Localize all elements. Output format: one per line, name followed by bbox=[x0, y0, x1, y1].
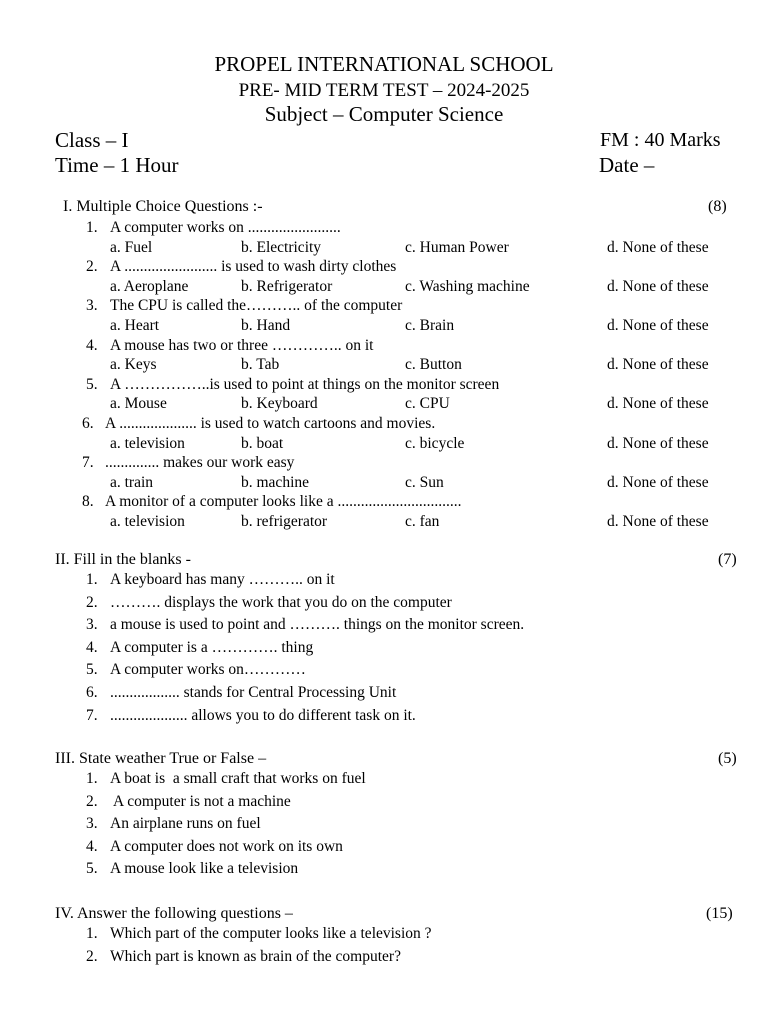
question-text: A .................... is used to watch cartoons and movies. bbox=[105, 415, 436, 432]
item-number: 1. bbox=[86, 770, 98, 787]
question-number: 6. bbox=[82, 415, 94, 432]
true-false-item: An airplane runs on fuel bbox=[110, 815, 261, 833]
option-d: d. None of these bbox=[607, 395, 709, 413]
fill-section-marks: (7) bbox=[718, 551, 737, 568]
item-number: 5. bbox=[86, 860, 98, 878]
true-false-item: A boat is a small craft that works on fuel bbox=[110, 770, 366, 787]
item-number: 2. bbox=[86, 792, 98, 810]
item-number: 4. bbox=[86, 837, 98, 855]
item-number: 1. bbox=[86, 571, 98, 588]
answer-section-marks: (15) bbox=[706, 905, 733, 922]
question-text: A monitor of a computer looks like a ................................ bbox=[105, 493, 462, 511]
question-text: A ........................ is used to wash dirty clothes bbox=[110, 258, 397, 276]
fill-blank-item: A keyboard has many ……….. on it bbox=[110, 571, 335, 588]
option-b: b. boat bbox=[241, 434, 284, 452]
option-c: c. Washing machine bbox=[405, 277, 530, 295]
option-d: d. None of these bbox=[607, 434, 709, 452]
fill-blank-item: A computer is a …………. thing bbox=[110, 638, 314, 656]
time-label: Time – 1 Hour bbox=[55, 153, 179, 177]
option-b: b. Refrigerator bbox=[241, 277, 333, 295]
item-number: 7. bbox=[86, 706, 98, 724]
answer-question: Which part is known as brain of the computer? bbox=[110, 948, 401, 965]
option-a: a. television bbox=[110, 512, 185, 530]
mcq-section-marks: (8) bbox=[708, 198, 727, 215]
item-number: 2. bbox=[86, 948, 98, 965]
class-label: Class – I bbox=[55, 128, 129, 152]
fill-blank-item: .................... allows you to do different task on it. bbox=[110, 706, 416, 724]
full-marks: FM : 40 Marks bbox=[600, 129, 721, 151]
question-text: .............. makes our work easy bbox=[105, 454, 295, 472]
option-d: d. None of these bbox=[607, 277, 709, 295]
item-number: 3. bbox=[86, 616, 98, 634]
true-false-item: A computer is not a machine bbox=[110, 792, 291, 810]
option-b: b. Keyboard bbox=[241, 395, 318, 413]
option-a: a. Fuel bbox=[110, 238, 153, 256]
option-c: c. Sun bbox=[405, 473, 444, 491]
option-d: d. None of these bbox=[607, 473, 709, 491]
option-a: a. Keys bbox=[110, 356, 157, 374]
option-c: c. Button bbox=[405, 356, 462, 374]
item-number: 2. bbox=[86, 593, 98, 611]
question-text: A ……………..is used to point at things on the monitor screen bbox=[110, 375, 500, 393]
question-number: 7. bbox=[82, 454, 94, 472]
item-number: 4. bbox=[86, 638, 98, 656]
item-number: 1. bbox=[86, 925, 98, 942]
question-number: 1. bbox=[86, 219, 98, 236]
question-text: The CPU is called the……….. of the computer bbox=[110, 297, 403, 315]
answer-section-title: IV. Answer the following questions – bbox=[55, 905, 293, 922]
question-number: 8. bbox=[82, 493, 94, 511]
fill-blank-item: A computer works on………… bbox=[110, 661, 306, 679]
option-a: a. television bbox=[110, 434, 185, 452]
fill-blank-item: .................. stands for Central Processing Unit bbox=[110, 684, 397, 701]
option-a: a. train bbox=[110, 473, 154, 491]
true-false-item: A mouse look like a television bbox=[110, 860, 299, 878]
option-d: d. None of these bbox=[607, 316, 709, 334]
option-c: c. CPU bbox=[405, 395, 450, 413]
item-number: 6. bbox=[86, 684, 98, 701]
item-number: 3. bbox=[86, 815, 98, 833]
question-number: 2. bbox=[86, 258, 98, 276]
tf-section-marks: (5) bbox=[718, 750, 737, 767]
option-b: b. machine bbox=[241, 473, 310, 491]
option-b: b. refrigerator bbox=[241, 512, 328, 530]
school-name: PROPEL INTERNATIONAL SCHOOL bbox=[214, 52, 554, 76]
option-b: b. Hand bbox=[241, 316, 291, 334]
item-number: 5. bbox=[86, 661, 98, 679]
option-c: c. Brain bbox=[405, 316, 455, 334]
fill-blank-item: ………. displays the work that you do on the computer bbox=[110, 593, 452, 611]
subject-title: Subject – Computer Science bbox=[264, 102, 504, 126]
date-label: Date – bbox=[599, 153, 655, 177]
option-d: d. None of these bbox=[607, 512, 709, 530]
option-c: c. bicycle bbox=[405, 434, 465, 452]
fill-blank-item: a mouse is used to point and ………. things on the monitor screen. bbox=[110, 616, 525, 634]
option-b: b. Electricity bbox=[241, 238, 322, 256]
tf-section-title: III. State weather True or False – bbox=[55, 750, 267, 767]
answer-question: Which part of the computer looks like a television ? bbox=[110, 925, 432, 942]
option-a: a. Mouse bbox=[110, 395, 167, 413]
question-text: A mouse has two or three ………….. on it bbox=[110, 336, 374, 354]
true-false-item: A computer does not work on its own bbox=[110, 837, 343, 855]
option-a: a. Aeroplane bbox=[110, 277, 189, 295]
option-c: c. Human Power bbox=[405, 238, 509, 256]
option-d: d. None of these bbox=[607, 238, 709, 256]
test-title: PRE- MID TERM TEST – 2024-2025 bbox=[238, 80, 530, 101]
option-c: c. fan bbox=[405, 512, 440, 530]
option-d: d. None of these bbox=[607, 356, 709, 374]
question-number: 3. bbox=[86, 297, 98, 315]
option-b: b. Tab bbox=[241, 356, 280, 374]
question-text: A computer works on ........................ bbox=[110, 219, 341, 236]
question-number: 5. bbox=[86, 375, 98, 393]
question-number: 4. bbox=[86, 336, 98, 354]
option-a: a. Heart bbox=[110, 316, 160, 334]
mcq-section-title: I. Multiple Choice Questions :- bbox=[63, 198, 263, 215]
fill-section-title: II. Fill in the blanks - bbox=[55, 551, 191, 568]
